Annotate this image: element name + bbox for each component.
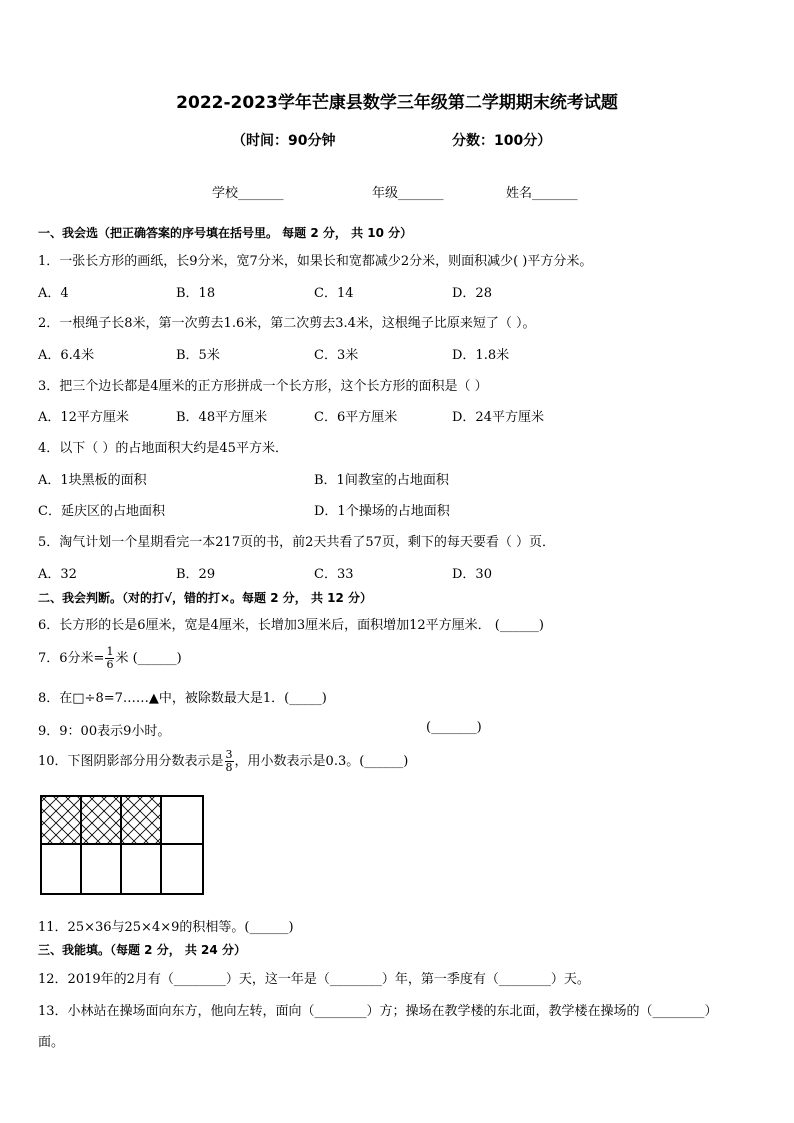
shaded-cell xyxy=(81,796,121,844)
q1-option-a: A．4 xyxy=(38,286,69,301)
question-2: 2．一根绳子长8米，第一次剪去1.6米，第二次剪去3.4米，这根绳子比原来短了（ ）。 xyxy=(38,316,536,331)
shaded-grid-figure xyxy=(38,793,206,897)
q3-option-d: D．24平方厘米 xyxy=(452,410,544,425)
section-1-heading: 一、我会选（把正确答案的序号填在括号里。 每题 2 分， 共 10 分） xyxy=(38,226,413,240)
page-title: 2022-2023学年芒康县数学三年级第二学期期末统考试题 xyxy=(176,93,618,113)
question-11: 11．25×36与25×4×9的积相等。(______) xyxy=(38,920,294,935)
q10-text-end: ，用小数表示是0.3。(______) xyxy=(234,754,409,769)
exam-time: （时间：90分钟 xyxy=(232,133,336,149)
q2-option-c: C．3米 xyxy=(314,348,359,363)
q4-option-b: B．1间教室的占地面积 xyxy=(314,473,449,488)
q2-option-d: D．1.8米 xyxy=(452,348,510,363)
fraction-numerator: 3 xyxy=(225,748,233,761)
fraction-one-sixth xyxy=(105,646,114,671)
q5-option-c: C．33 xyxy=(314,567,354,582)
q2-option-a: A．6.4米 xyxy=(38,348,95,363)
q9-answer-blank: (_______) xyxy=(426,720,482,735)
section-3-heading: 三、我能填。（每题 2 分， 共 24 分） xyxy=(38,943,246,957)
school-field: 学校_______ xyxy=(212,186,284,201)
q3-option-a: A．12平方厘米 xyxy=(38,410,129,425)
question-5: 5．淘气计划一个星期看完一本217页的书，前2天共看了57页，剩下的每天要看（ ）页． xyxy=(38,535,556,550)
exam-score: 分数：100分） xyxy=(452,133,552,149)
fraction-denominator: 6 xyxy=(106,658,114,671)
question-10 xyxy=(38,749,408,774)
question-3: 3．把三个边长都是4厘米的正方形拼成一个长方形，这个长方形的面积是（ ） xyxy=(38,379,488,394)
q3-option-b: B．48平方厘米 xyxy=(176,410,268,425)
q5-option-d: D．30 xyxy=(452,567,492,582)
fraction-denominator: 8 xyxy=(225,761,233,774)
q1-option-b: B．18 xyxy=(176,286,216,301)
question-12: 12．2019年的2月有（________）天，这一年是（________）年，第一季度有（________）天。 xyxy=(38,972,590,987)
q7-text-start: 7．6分米= xyxy=(38,651,105,666)
question-13: 13．小林站在操场面向东方，他向左转，面向（________）方；操场在教学楼的东北面，教学楼在操场的（________） xyxy=(38,1004,718,1019)
name-field: 姓名_______ xyxy=(506,186,578,201)
q4-option-c: C．延庆区的占地面积 xyxy=(38,504,165,519)
q4-option-d: D．1个操场的占地面积 xyxy=(314,504,450,519)
question-4: 4．以下（ ）的占地面积大约是45平方米． xyxy=(38,441,288,456)
q3-option-c: C．6平方厘米 xyxy=(314,410,398,425)
shaded-cell xyxy=(41,796,81,844)
q5-option-a: A．32 xyxy=(38,567,77,582)
shaded-cell xyxy=(121,796,161,844)
question-13-continued: 面。 xyxy=(38,1035,65,1050)
fraction-three-eighths xyxy=(225,749,234,774)
question-1: 1．一张长方形的画纸，长9分米，宽7分米，如果长和宽都减少2分米，则面积减少( )平方分米。 xyxy=(38,254,593,269)
q1-option-c: C．14 xyxy=(314,286,354,301)
question-6: 6．长方形的长是6厘米，宽是4厘米，长增加3厘米后，面积增加12平方厘米． (______) xyxy=(38,618,544,633)
question-9: 9．9：00表示9小时。 xyxy=(38,724,171,739)
grade-field: 年级_______ xyxy=(372,186,444,201)
fraction-numerator: 1 xyxy=(106,645,114,658)
q10-text-start: 10．下图阴影部分用分数表示是 xyxy=(38,754,224,769)
q4-option-a: A．1块黑板的面积 xyxy=(38,473,147,488)
q2-option-b: B．5米 xyxy=(176,348,220,363)
q7-text-end: 米 (______) xyxy=(115,651,182,666)
question-8: 8．在□÷8=7……▲中，被除数最大是1．(_____) xyxy=(38,691,327,706)
section-2-heading: 二、我会判断。（对的打√，错的打×。每题 2 分， 共 12 分） xyxy=(38,591,372,605)
q5-option-b: B．29 xyxy=(176,567,216,582)
q1-option-d: D．28 xyxy=(452,286,492,301)
question-7 xyxy=(38,646,182,671)
